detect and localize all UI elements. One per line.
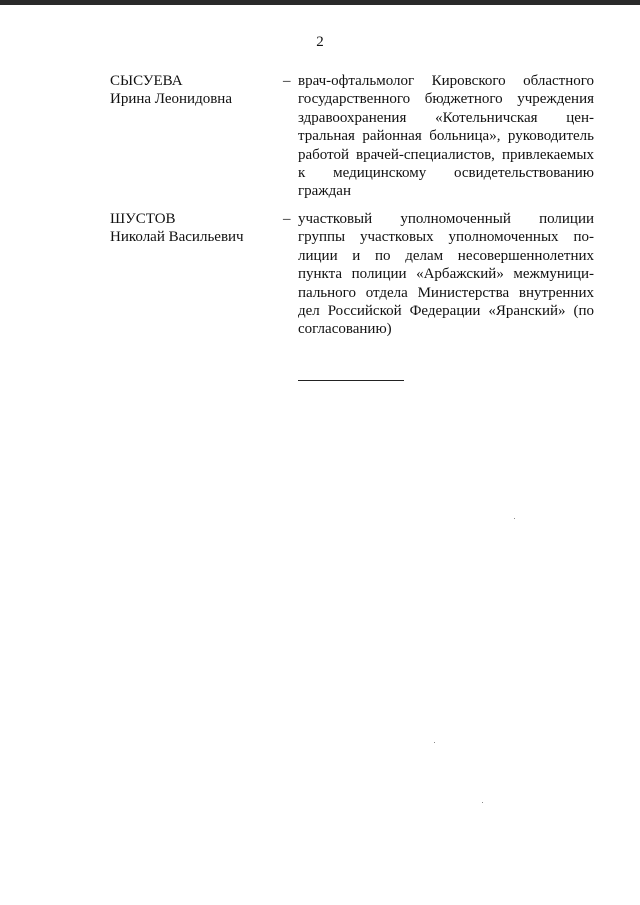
top-border-rule — [0, 0, 640, 5]
member-given-names: Николай Васильевич — [110, 229, 244, 245]
scan-speck — [514, 518, 515, 519]
scan-speck — [434, 742, 435, 743]
member-position: участковый уполномоченный полиции группы участковых уполномоченных полиции и по делам несовершеннолетних пункта полиции «Арбажский» межмуниципального отдела Министерства внутренних дел Российской Федерации «Яранский» (по согласованию) — [298, 211, 594, 338]
page-number: 2 — [316, 34, 324, 50]
closing-rule — [298, 380, 404, 381]
entry-dash: – — [283, 73, 291, 89]
member-name — [110, 72, 280, 108]
member-surname: СЫСУЕВА — [110, 73, 183, 89]
member-name — [110, 210, 280, 246]
member-surname: ШУСТОВ — [110, 211, 176, 227]
member-given-names: Ирина Леонидовна — [110, 91, 232, 107]
member-position: врач-офтальмолог Кировского областного государственного бюджетного учреждения здравоохранения «Котельничская центральная районная больница», руководитель работой врачей-специалистов, привлекаемых к медицинскому освидетельствованию граждан — [298, 73, 594, 200]
scan-speck — [482, 802, 483, 803]
entry-dash: – — [283, 211, 291, 227]
